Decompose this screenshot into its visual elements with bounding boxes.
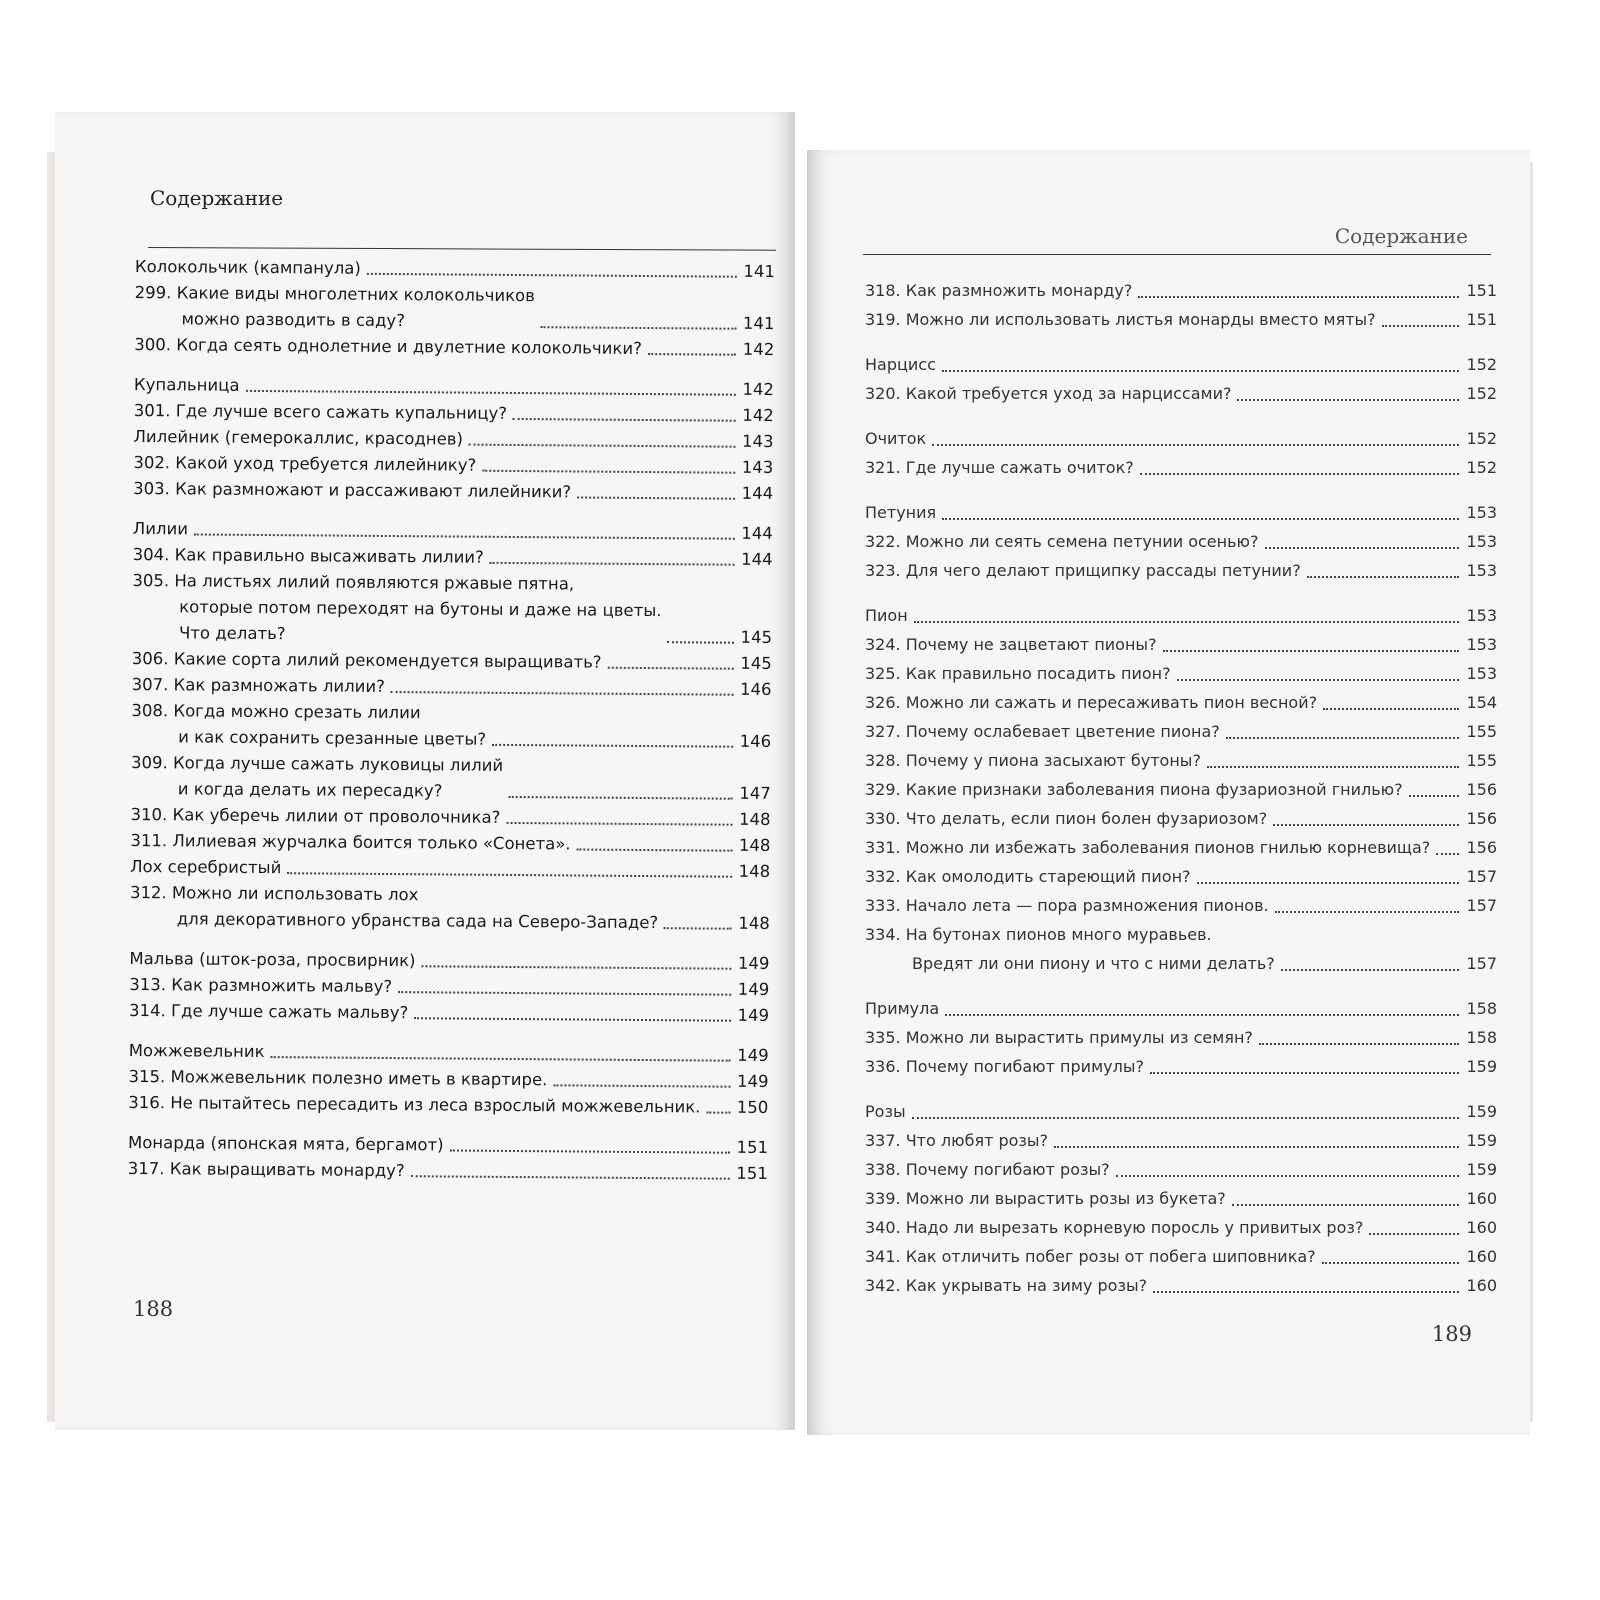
dot-leader (945, 1014, 1459, 1016)
toc-entry[interactable] (865, 994, 1497, 1023)
toc-entry[interactable] (865, 601, 1497, 630)
toc-entry[interactable] (128, 1156, 768, 1187)
toc-entry-title (130, 854, 281, 881)
toc-entry-line: 328. Почему у пиона засыхают бутоны? (865, 751, 1201, 770)
toc-entry-line: 309. Когда лучше сажать луковицы лилий (130, 752, 504, 775)
toc-entry[interactable] (865, 659, 1497, 688)
toc-entry-title (130, 828, 570, 857)
toc-entry[interactable] (865, 1213, 1497, 1242)
toc-entry-line: Розы (865, 1102, 906, 1121)
toc-page-number: 160 (1466, 1276, 1497, 1295)
toc-entry-title (134, 372, 240, 399)
toc-list-left (128, 254, 775, 1187)
toc-entry[interactable] (865, 1155, 1497, 1184)
toc-entry[interactable] (865, 1184, 1497, 1213)
toc-entry-title (865, 688, 1317, 717)
dot-leader (421, 965, 731, 969)
toc-page-number: 160 (1466, 1247, 1497, 1266)
toc-entry-line: 303. Как размножают и рассаживают лилейники? (133, 478, 572, 502)
toc-entry-title (131, 698, 486, 753)
toc-entry[interactable] (131, 750, 771, 807)
toc-entry-line: 322. Можно ли сеять семена петунии осенью? (865, 532, 1259, 551)
toc-page-number: 153 (1466, 532, 1497, 551)
toc-entry-line: и когда делать их пересадку? (177, 779, 443, 801)
toc-entry[interactable] (865, 350, 1497, 379)
toc-entry-line: Лилии (132, 518, 189, 539)
toc-entry-line: Лох серебристый (130, 856, 282, 878)
toc-entry-line: 311. Лилиевая журчалка боится только «Сонета». (130, 830, 571, 854)
toc-entry[interactable] (865, 1097, 1497, 1126)
dot-leader (706, 1112, 730, 1114)
toc-page-number: 144 (741, 549, 773, 570)
toc-page-number: 148 (738, 861, 771, 882)
toc-entry-title (865, 1271, 1147, 1300)
toc-entry[interactable] (131, 698, 771, 755)
toc-entry-title (865, 920, 1275, 978)
toc-entry[interactable] (865, 833, 1497, 862)
toc-page-number: 142 (742, 339, 775, 360)
toc-entry[interactable] (865, 379, 1497, 408)
toc-entry[interactable] (865, 424, 1497, 453)
toc-entry-title (865, 424, 926, 453)
toc-page-number: 143 (741, 431, 774, 452)
dot-leader (1226, 737, 1459, 739)
dot-leader (608, 667, 734, 670)
toc-entry[interactable] (134, 332, 774, 363)
toc-page-number: 158 (1466, 999, 1497, 1018)
toc-entry-title (132, 568, 662, 650)
toc-entry-line: 324. Почему не зацветают пионы? (865, 635, 1157, 654)
dot-leader (1307, 576, 1459, 578)
dot-leader (271, 1056, 731, 1062)
toc-entry-title (865, 527, 1259, 556)
dot-leader (914, 621, 1459, 623)
toc-entry-title (865, 1242, 1316, 1271)
toc-page-number: 155 (1466, 751, 1497, 770)
dot-leader (1116, 1175, 1459, 1177)
toc-entry-title (128, 1064, 547, 1093)
toc-entry-title (129, 998, 408, 1026)
header-rule (148, 247, 776, 251)
toc-entry[interactable] (133, 476, 773, 507)
toc-entry[interactable] (130, 880, 770, 937)
toc-entry-title (865, 1155, 1110, 1184)
dot-leader (469, 444, 736, 448)
toc-entry-line: Пион (865, 606, 908, 625)
toc-entry-title (865, 717, 1220, 746)
toc-entry[interactable] (132, 568, 773, 651)
toc-entry[interactable] (865, 862, 1497, 891)
section-gap (865, 482, 1497, 498)
toc-entry[interactable] (865, 717, 1497, 746)
toc-entry[interactable] (865, 498, 1497, 527)
dot-leader (1237, 399, 1459, 401)
right-page (807, 150, 1530, 1435)
toc-entry-line: 317. Как выращивать монарду? (127, 1158, 405, 1181)
toc-entry[interactable] (865, 276, 1497, 305)
dot-leader (1273, 824, 1459, 826)
toc-page-number: 160 (1466, 1189, 1497, 1208)
toc-entry-line: 319. Можно ли использовать листья монарды вместо мяты? (865, 310, 1376, 329)
toc-page-number: 144 (741, 483, 774, 504)
toc-page-number: 153 (1466, 561, 1497, 580)
toc-entry-title (133, 476, 571, 505)
toc-entry-title (131, 750, 504, 805)
section-gap (865, 408, 1497, 424)
open-book (55, 112, 1530, 1430)
toc-entry-title (133, 542, 484, 571)
toc-entry-line: 312. Можно ли использовать лох (129, 882, 419, 905)
toc-entry[interactable] (865, 630, 1497, 659)
toc-entry-title (865, 804, 1267, 833)
dot-leader (1275, 911, 1459, 913)
toc-page-number: 156 (1466, 838, 1497, 857)
dot-leader (450, 1149, 730, 1153)
toc-entry-line: и как сохранить срезанные цветы? (178, 727, 487, 749)
dot-leader (553, 1084, 730, 1087)
toc-entry-line: 314. Где лучше сажать мальву? (128, 1000, 409, 1023)
toc-entry-title (865, 659, 1171, 688)
toc-entry-line: Петуния (865, 503, 937, 522)
toc-page-number: 149 (737, 953, 770, 974)
toc-entry[interactable] (865, 527, 1497, 556)
dot-leader (1153, 1291, 1459, 1293)
dot-leader (506, 822, 732, 826)
toc-page-number: 147 (739, 783, 771, 804)
toc-page-number: 151 (736, 1137, 769, 1157)
page-number: 188 (133, 1297, 174, 1321)
toc-list-right (865, 276, 1497, 1300)
running-head: Содержание (150, 186, 284, 210)
toc-page-number: 148 (739, 809, 771, 830)
toc-entry[interactable] (865, 1126, 1497, 1155)
dot-leader (942, 370, 1459, 372)
toc-entry-title (134, 280, 535, 335)
toc-page-number: 156 (1466, 809, 1497, 828)
toc-entry-title (134, 332, 642, 362)
toc-page-number: 146 (740, 679, 772, 700)
toc-entry-line: 316. Не пытайтесь пересадить из леса взрослый можжевельник. (128, 1092, 701, 1117)
section-gap (865, 978, 1497, 994)
toc-entry[interactable] (865, 804, 1497, 833)
running-head: Содержание (1334, 224, 1468, 248)
dot-leader (1382, 325, 1459, 327)
dot-leader (245, 390, 735, 396)
toc-entry-title (865, 350, 936, 379)
toc-entry-title (865, 630, 1157, 659)
toc-entry-line: Нарцисс (865, 355, 936, 374)
toc-entry-line: 300. Когда сеять однолетние и двулетние колокольчики? (134, 334, 642, 358)
toc-page-number: 157 (1466, 896, 1497, 915)
toc-entry-line: 313. Как размножить мальву? (129, 974, 393, 997)
dot-leader (492, 744, 733, 748)
toc-entry-title (128, 1156, 405, 1184)
toc-page-number: 159 (1466, 1160, 1497, 1179)
toc-page-number: 150 (736, 1097, 769, 1117)
toc-entry-line: можно разводить в саду? (181, 309, 406, 331)
toc-page-number: 151 (736, 1163, 768, 1183)
toc-entry[interactable] (865, 920, 1497, 978)
toc-entry-title (865, 601, 908, 630)
toc-entry-line: 302. Какой уход требуется лилейнику? (133, 452, 477, 475)
toc-entry[interactable] (865, 1242, 1497, 1271)
toc-entry-line: 325. Как правильно посадить пион? (865, 664, 1171, 683)
dot-leader (1207, 766, 1459, 768)
toc-page-number: 159 (1466, 1131, 1497, 1150)
toc-entry-line: 342. Как укрывать на зиму розы? (865, 1276, 1148, 1295)
section-gap (865, 334, 1497, 350)
dot-leader (367, 273, 737, 278)
toc-page-number: 149 (736, 1071, 769, 1092)
toc-entry-line: 323. Для чего делают прищипку рассады петунии? (865, 561, 1301, 580)
toc-entry-title (865, 276, 1132, 305)
dot-leader (1054, 1146, 1459, 1148)
toc-entry-line: Монарда (японская мята, бергамот) (127, 1132, 444, 1155)
dot-leader (513, 418, 736, 422)
toc-entry-title (865, 775, 1403, 804)
dot-leader (194, 533, 735, 539)
toc-entry-line: 341. Как отличить побег розы от побега шиповника? (865, 1247, 1316, 1266)
toc-entry-line: Колокольчик (кампанула) (134, 256, 361, 278)
toc-page-number: 148 (738, 913, 770, 934)
toc-entry[interactable] (865, 688, 1497, 717)
dot-leader (1259, 1043, 1459, 1045)
dot-leader (1265, 547, 1460, 549)
toc-entry-line: Что делать? (178, 623, 286, 644)
toc-entry-line: 333. Начало лета — пора размножения пионов. (865, 896, 1269, 915)
left-page (55, 112, 795, 1430)
dot-leader (411, 1175, 730, 1180)
toc-entry[interactable] (865, 1271, 1497, 1300)
toc-page-number: 152 (1466, 384, 1497, 403)
toc-entry[interactable] (865, 1023, 1497, 1052)
toc-entry-line: 326. Можно ли сажать и пересаживать пион весной? (865, 693, 1318, 712)
toc-entry-line: 337. Что любят розы? (865, 1131, 1049, 1150)
dot-leader (1138, 296, 1459, 298)
toc-page-number: 149 (737, 1045, 769, 1066)
toc-page-number: 152 (1466, 429, 1497, 448)
toc-entry-line: 305. На листьях лилий появляются ржавые пятна, (132, 570, 575, 594)
toc-page-number: 153 (1466, 606, 1497, 625)
toc-page-number: 149 (737, 979, 770, 1000)
toc-entry[interactable] (865, 453, 1497, 482)
toc-page-number: 145 (740, 653, 772, 674)
dot-leader (667, 641, 734, 644)
toc-page-number: 144 (741, 523, 773, 544)
toc-entry-title (865, 556, 1301, 585)
toc-entry-line: Можжевельник (128, 1040, 265, 1062)
toc-entry-line: 336. Почему погибают примулы? (865, 1057, 1144, 1076)
toc-page-number: 159 (1466, 1102, 1497, 1121)
dot-leader (509, 796, 733, 800)
toc-entry-line: 321. Где лучше сажать очиток? (865, 458, 1134, 477)
toc-entry-title (865, 891, 1269, 920)
toc-page-number: 153 (1466, 635, 1497, 654)
dot-leader (398, 991, 731, 996)
toc-entry-title (129, 972, 392, 1000)
toc-entry-line: 327. Почему ослабевает цветение пиона? (865, 722, 1220, 741)
toc-entry[interactable] (129, 998, 769, 1029)
toc-entry-line: 315. Можжевельник полезно иметь в квартире. (128, 1066, 548, 1090)
toc-entry-title (865, 833, 1430, 862)
toc-entry-title (865, 994, 939, 1023)
dot-leader (1232, 1204, 1459, 1206)
toc-entry[interactable] (865, 556, 1497, 585)
toc-page-number: 158 (1466, 1028, 1497, 1047)
dot-leader (1150, 1072, 1459, 1074)
toc-entry-title (133, 516, 188, 542)
toc-page-number: 151 (1466, 310, 1497, 329)
toc-page-number: 157 (1466, 867, 1497, 886)
toc-entry-title (865, 453, 1134, 482)
toc-entry-title (865, 1184, 1226, 1213)
toc-entry-title (865, 1052, 1144, 1081)
toc-entry-title (132, 646, 602, 676)
section-gap (865, 1081, 1497, 1097)
toc-entry[interactable] (134, 280, 774, 337)
dot-leader (577, 496, 735, 499)
dot-leader (1281, 969, 1459, 971)
toc-entry-title (130, 802, 500, 831)
toc-entry-line: 339. Можно ли вырастить розы из букета? (865, 1189, 1226, 1208)
toc-entry[interactable] (865, 305, 1497, 334)
dot-leader (932, 444, 1459, 446)
toc-entry-line: 318. Как размножить монарду? (865, 281, 1133, 300)
toc-entry-title (134, 398, 507, 427)
toc-entry-line: 299. Какие виды многолетних колокольчиков (134, 282, 536, 306)
toc-entry-line: 306. Какие сорта лилий рекомендуется выращивать? (131, 648, 602, 672)
dot-leader (1323, 708, 1459, 710)
toc-entry-title (865, 746, 1201, 775)
toc-entry[interactable] (865, 1052, 1497, 1081)
toc-page-number: 153 (1466, 664, 1497, 683)
toc-entry-title (865, 1097, 906, 1126)
toc-entry[interactable] (128, 1090, 768, 1121)
dot-leader (1369, 1233, 1459, 1235)
dot-leader (1163, 650, 1459, 652)
toc-entry-line: 301. Где лучше всего сажать купальницу? (133, 400, 508, 423)
toc-entry-title (130, 880, 659, 936)
toc-entry-title (865, 1126, 1048, 1155)
toc-page-number: 141 (742, 313, 775, 334)
toc-entry-line: 308. Когда можно срезать лилии (131, 700, 421, 723)
toc-entry-line: 340. Надо ли вырезать корневую поросль у привитых роз? (865, 1218, 1364, 1237)
dot-leader (490, 562, 735, 566)
toc-page-number: 141 (743, 261, 775, 282)
toc-page-number: 143 (741, 457, 774, 478)
toc-entry-line: 304. Как правильно высаживать лилии? (132, 544, 484, 567)
dot-leader (942, 518, 1459, 520)
toc-page-number: 142 (742, 405, 774, 426)
toc-entry-title (129, 946, 415, 974)
dot-leader (1322, 1262, 1459, 1264)
toc-entry-line: для декоративного убранства сада на Северо-Западе? (176, 909, 659, 933)
toc-entry-title (865, 305, 1376, 334)
toc-entry-line: 310. Как уберечь лилии от проволочника? (130, 804, 501, 827)
toc-page-number: 156 (1466, 780, 1497, 799)
toc-entry-line: Вредят ли они пиону и что с ними делать? (912, 954, 1275, 973)
dot-leader (482, 470, 735, 474)
toc-entry-line: 329. Какие признаки заболевания пиона фузариозной гнилью? (865, 780, 1403, 799)
dot-leader (1436, 853, 1459, 855)
toc-entry[interactable] (865, 891, 1497, 920)
dot-leader (287, 872, 732, 877)
toc-entry-title (129, 1038, 265, 1065)
dot-leader (414, 1017, 731, 1021)
toc-entry-line: 330. Что делать, если пион болен фузариозом? (865, 809, 1268, 828)
toc-page-number: 151 (1466, 281, 1497, 300)
toc-entry-title (128, 1130, 444, 1158)
toc-entry[interactable] (865, 746, 1497, 775)
dot-leader (391, 691, 734, 696)
dot-leader (1409, 795, 1459, 797)
toc-entry-title (133, 424, 463, 453)
toc-entry-title (132, 672, 385, 700)
dot-leader (1177, 679, 1459, 681)
toc-entry-line: 332. Как омолодить стареющий пион? (865, 867, 1191, 886)
toc-entry-line: Очиток (865, 429, 927, 448)
toc-page-number: 152 (1466, 458, 1497, 477)
toc-entry-title (865, 379, 1231, 408)
toc-page-number: 145 (740, 627, 773, 648)
toc-entry-title (865, 498, 936, 527)
toc-entry-line: Купальница (133, 374, 240, 395)
dot-leader (541, 326, 737, 330)
toc-page-number: 159 (1466, 1057, 1497, 1076)
dot-leader (648, 353, 736, 356)
toc-entry-title (135, 254, 361, 282)
toc-page-number: 148 (738, 835, 771, 856)
toc-page-number: 152 (1466, 355, 1497, 374)
toc-entry-line: 338. Почему погибают розы? (865, 1160, 1110, 1179)
toc-entry-line: 334. На бутонах пионов много муравьев. (865, 925, 1212, 944)
toc-entry-line: Примула (865, 999, 940, 1018)
toc-entry-title (865, 1023, 1253, 1052)
toc-entry-line: Мальва (шток-роза, просвирник) (129, 948, 416, 971)
toc-page-number: 160 (1466, 1218, 1497, 1237)
header-rule (863, 254, 1491, 255)
toc-page-number: 142 (742, 379, 775, 400)
dot-leader (1140, 473, 1459, 475)
toc-page-number: 149 (737, 1005, 770, 1026)
toc-entry-title (133, 450, 476, 479)
toc-entry-line: 335. Можно ли вырастить примулы из семян? (865, 1028, 1253, 1047)
toc-page-number: 155 (1466, 722, 1497, 741)
toc-entry-line: которые потом переходят на бутоны и даже на цветы. (179, 597, 662, 621)
toc-entry[interactable] (865, 775, 1497, 804)
toc-page-number: 157 (1466, 954, 1497, 973)
toc-entry-line: Лилейник (гемерокаллис, красоднев) (133, 426, 464, 449)
section-gap (865, 585, 1497, 601)
toc-entry-title (128, 1090, 700, 1120)
dot-leader (577, 848, 733, 851)
toc-page-number: 153 (1466, 503, 1497, 522)
dot-leader (912, 1117, 1459, 1119)
toc-entry-line: 320. Какой требуется уход за нарциссами? (865, 384, 1232, 403)
toc-page-number: 146 (739, 731, 772, 752)
dot-leader (1197, 882, 1459, 884)
toc-page-number: 154 (1466, 693, 1497, 712)
dot-leader (664, 927, 732, 930)
page-number: 189 (1431, 1322, 1472, 1346)
toc-entry-line: 331. Можно ли избежать заболевания пионов гнилью корневища? (865, 838, 1431, 857)
toc-entry-title (865, 1213, 1363, 1242)
toc-entry-line: 307. Как размножать лилии? (131, 674, 385, 696)
toc-entry-title (865, 862, 1191, 891)
